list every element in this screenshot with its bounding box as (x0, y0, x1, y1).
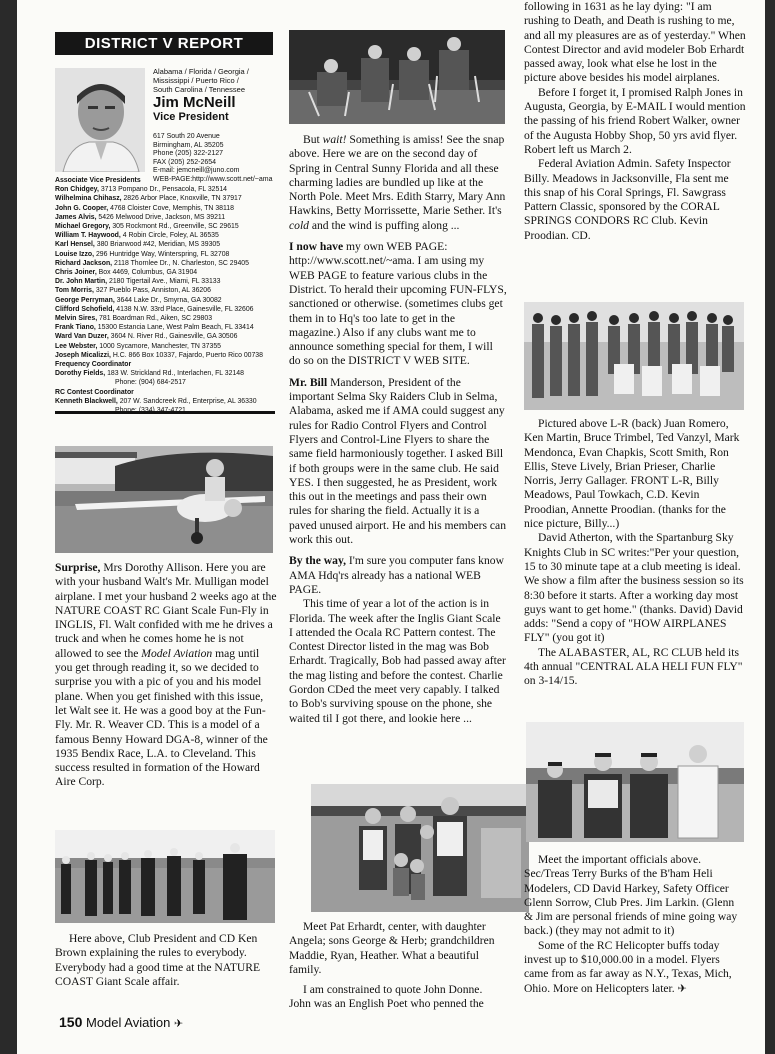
person-name: Ward Van Duzer, (55, 333, 109, 341)
john-donne-paragraph: I am constrained to quote John Donne. John was an English Poet who penned the (289, 983, 484, 1011)
text-run: Mrs Dorothy Allison. Here you are with your husband Walt's Mr. Mulligan model airplane. I met your husband 2 weeks ago at the NATURE COAST RC Giant Scale Fun-Fly in INGLIS, Fl. Walt confided with me he drives a truck and when he comes home he is not allowed to see the (55, 561, 277, 660)
address-line: Phone (205) 322-2127 (153, 150, 224, 158)
text-run: Manderson, President of the important Selma Sky Raiders Club in Selma, Alabama, asked me if AMA could suggest any rules for Radio Control Flyers and Control Flyers and Control-Line Flyers to share the same field harmoniously together. I asked Bill if both groups were in the same club. He said YES. I then suggested, he as President, work this out in the meetings and pass their own rules for sharing the field. Actually it is a paved unused airport. He and his members can work this out. (289, 375, 506, 547)
coral-springs-caption: Pictured above L-R (back) Juan Romero, Ken Martin, Bruce Trimbel, Ted Vanzyl, Mark Mendonca, Evan Chapkis, Scott Smith, Ron Ellis, Steve Lively, Brian Prieser, Charlie Norris, Jerry Gallager. FRONT L-R, Billy Meadows, Paul Towkach, C.D. Kevin Proodian, Annette Proodian. (thanks for the nice picture, Billy...) (524, 417, 740, 531)
lead-in: By the way, (289, 554, 347, 568)
photo-coral-springs-group (524, 302, 744, 410)
associate-row (55, 314, 277, 323)
person-name: Karl Hensel, (55, 241, 95, 249)
email-link[interactable]: E-mail: jemcneill@juno.com (153, 167, 240, 175)
person-address: 3604 N. River Rd., Gainesville, GA 30506 (108, 333, 238, 341)
person-name: Dorothy Fields, (55, 370, 106, 378)
photo-club-briefing (55, 830, 275, 923)
text-run: my own WEB PAGE: http://www.scott.net/~ama. I am using my WEB PAGE to feature various clubs in the District. To herald their upcoming FUN-FLYS, sanctioned or otherwise. (sometimes clubs get them in to Hq's too late to get in the magazine.) Also if any clubs want me to announce something special for them, I will do so on the DISTRICT V WEB SITE. (289, 240, 507, 368)
photo-bundled-ladies (289, 30, 505, 124)
surprise-paragraph (55, 561, 277, 790)
lead-in: I now have (289, 240, 344, 254)
associate-list (55, 176, 277, 415)
web-page-paragraph (289, 240, 507, 369)
person-address: H.C. 866 Box 10337, Fajardo, Puerto Rico 00738 (110, 351, 263, 359)
text-run: and the wind is puffing along ... (308, 218, 460, 232)
person-address: 15300 Estancia Lane, West Palm Beach, FL 33414 (95, 324, 254, 332)
state-line: South Carolina / Tennessee (153, 85, 246, 94)
person-name: Joseph Micalizzi, (55, 351, 111, 359)
associate-heading: Associate Vice Presidents (55, 177, 141, 184)
person-address: 207 W. Sandcreek Rd., Enterprise, AL 36330 (117, 397, 257, 405)
emphasis: wait! (322, 133, 347, 146)
associate-row (55, 351, 277, 360)
person-address: 4768 Cloister Cove, Memphis, TN 38118 (108, 204, 234, 212)
erhardt-family-caption: Meet Pat Erhardt, center, with daughter Angela; sons George & Herb; grandchildren Maddie, Ryan, Heather. What a beautiful family. (289, 920, 495, 976)
address-line: 617 South 20 Avenue (153, 133, 220, 140)
person-name: Melvin Sires, (55, 315, 98, 323)
page-footer (59, 1014, 183, 1030)
lead-in: Mr. Bill (289, 375, 328, 389)
person-address: 781 Boardman Rd., Aiken, SC 29803 (97, 315, 213, 323)
person-name: George Perryman, (55, 296, 115, 304)
associate-row (55, 296, 277, 305)
person-address: Box 4469, Columbus, GA 31904 (96, 269, 198, 277)
bundled-ladies-paragraph (289, 133, 507, 233)
person-address: 3713 Pompano Dr., Pensacola, FL 32514 (98, 186, 227, 194)
helicopter-buffs-paragraph (524, 939, 746, 996)
address-line: FAX (205) 252-2654 (153, 158, 217, 166)
divider (55, 411, 275, 414)
frequency-coordinator (55, 369, 277, 378)
page-number: 150 (59, 1014, 83, 1030)
associate-row (55, 323, 277, 332)
person-name: Ron Chidgey, (55, 186, 99, 194)
district-states (153, 67, 277, 94)
selma-club-paragraph (289, 376, 507, 548)
vp-name: Jim McNeill (153, 94, 236, 111)
associate-row (55, 194, 277, 203)
associate-row (55, 240, 277, 249)
report-banner: DISTRICT V REPORT (55, 32, 273, 55)
associate-row (55, 286, 277, 295)
person-name: Clifford Schofield, (55, 305, 115, 313)
person-address: 2180 Tigertail Ave., Miami, FL 33133 (107, 278, 221, 286)
lead-in: Surprise, (55, 561, 101, 574)
club-briefing-caption: Here above, Club President and CD Ken Brown explaining the rules to everybody. Everybody had a good time at the NATURE COAST Giant Scale affair. (55, 932, 261, 988)
donne-quote-paragraph: following in 1631 as he lay dying: "I am rushing to Death, and Death is rushing to me, and all my pleasures are as of yesterday." When Contest Director and avid modeler Bob Erhardt passed away, look what else he lost in the picture above besides his model airplanes. (524, 0, 746, 85)
column-2-text (289, 133, 507, 726)
person-address: 380 Briarwood #42, Meridian, MS 39305 (94, 241, 221, 249)
associate-row (55, 259, 277, 268)
web-page-link[interactable]: WEB-PAGE:http://www.scott.net/~ama (153, 175, 273, 183)
column-3-middle-text (524, 417, 746, 689)
associate-row (55, 231, 277, 240)
person-address: 2826 Arbor Place, Knoxville, TN 37917 (121, 195, 242, 203)
associate-row (55, 250, 277, 259)
associate-row (55, 185, 277, 194)
person-name: Lee Webster, (55, 342, 98, 350)
person-address: 4 Robin Circle, Foley, AL 36535 (120, 232, 219, 240)
heli-officials-caption: Meet the important officials above. Sec/Treas Terry Burks of the B'ham Heli Modelers, CD David Harkey, Safety Officer Glenn Sorrow, Club Pres. Jim Larkin. (Glenn & Jim are personal friends of mine going way back.) (they may not admit to it) (524, 853, 738, 938)
associate-row (55, 342, 277, 351)
state-line: Mississippi / Puerto Rico / (153, 76, 239, 85)
person-name: William T. Haywood, (55, 232, 121, 240)
person-name: John G. Cooper, (55, 204, 109, 212)
emphasis: Model Aviation (141, 646, 213, 660)
text-run: But (303, 133, 323, 146)
person-address: 3644 Lake Dr., Smyrna, GA 30082 (114, 296, 222, 304)
person-address: 1000 Sycamore, Manchester, TN 37355 (97, 342, 221, 350)
person-name: Wilhelmina Chihasz, (55, 195, 122, 203)
emphasis: cold (289, 218, 309, 232)
alabaster-club-paragraph: The ALABASTER, AL, RC CLUB held its 4th annual "CENTRAL ALA HELI FUN FLY" on 3-14/15. (524, 645, 743, 688)
magazine-name: Model Aviation (85, 1015, 171, 1030)
person-address: 4138 N.W. 33rd Place, Gainesville, FL 32606 (114, 305, 254, 313)
person-name: Chris Joiner, (55, 269, 97, 277)
vp-details (153, 67, 277, 185)
person-name: Tom Morris, (55, 287, 94, 295)
frequency-phone: Phone: (904) 684-2517 (115, 379, 186, 387)
airplane-icon: ✈ (173, 1017, 184, 1030)
rc-contest-heading: RC Contest Coordinator (55, 388, 134, 396)
photo-heli-officials (526, 722, 744, 842)
person-address: 305 Rockmont Rd., Greenville, SC 29615 (110, 223, 239, 231)
state-line: Alabama / Florida / Georgia / (153, 67, 249, 76)
frequency-heading: Frequency Coordinator (55, 361, 132, 369)
associate-row (55, 277, 277, 286)
rc-contest-coordinator (55, 397, 277, 406)
associate-row (55, 204, 277, 213)
spartanburg-paragraph: David Atherton, with the Spartanburg Sky Knights Club in SC writes:"Per your question, 15 to 30 minute tape at a club meeting is ideal. We show a film after the business session so its 8:30 before it starts. After a working day most guys want to get home." (thanks. David) David adds: "Send a copy of "HOW AIRPLANES FLY" (you got it) (524, 531, 744, 645)
person-address: 5426 Melwood Drive, Jackson, MS 39211 (96, 213, 226, 221)
augusta-paragraph: Before I forget it, I promised Ralph Jones in Augusta, Georgia, by E-MAIL I would mention the passing of his friend Robert Walker, owner of the Augusta Hobby Shop, 50 yrs avid flyer. Robert left us March 2. (524, 85, 746, 156)
person-name: Louise Izzo, (55, 250, 95, 258)
person-name: James Alvis, (55, 213, 97, 221)
person-name: Dr. John Martin, (55, 278, 108, 286)
airplane-end-mark-icon: ✈ (677, 981, 687, 995)
text-run: Some of the RC Helicopter buffs today invest up to $10,000.00 in a model. Flyers came from as far away as N.Y., Texas, Mich, Ohio. More on Helicopters later. (524, 938, 732, 995)
associate-row (55, 268, 277, 277)
photo-erhardt-family (311, 784, 529, 912)
associate-row (55, 305, 277, 314)
person-address: 296 Huntridge Way, Winterspring, FL 32708 (94, 250, 230, 258)
associate-row (55, 332, 277, 341)
ocala-contest-paragraph: This time of year a lot of the action is in Florida. The week after the Inglis Giant Scale I attended the Ocala RC Pattern contest. The Contest Director listed in the mag was Bob Erhardt. Tragically, Bob had passed away after the mag listing and before the contest. Charlie Gordon CDed the meet very capably. I talked to Bob's surviving spouse on the phone, she waited til I got there, and lookie here ... (289, 597, 506, 725)
text-run: Something is amiss! See the snap above. Here we are on the second day of Spring in Central Sunny Florida and all these charming ladies are bundled up like at the North Pole. Meet Mrs. Edith Starry, Mary Ann Hawkins, Betty Morrissette, Marie Sether. It's (289, 133, 506, 218)
person-address: 2118 Thornlee Dr., N. Charleston, SC 29405 (112, 259, 249, 267)
associate-row (55, 213, 277, 222)
ama-web-paragraph (289, 554, 507, 597)
column-1-text (55, 561, 277, 790)
column-2-bottom-text (289, 920, 507, 1012)
magazine-page (17, 0, 765, 1054)
person-name: Richard Jackson, (55, 259, 113, 267)
person-name: Frank Tiano, (55, 324, 96, 332)
associate-row (55, 222, 277, 231)
faa-inspector-paragraph: Federal Aviation Admin. Safety Inspector Billy. Meadows in Jacksonville, Fla sent me this snap of his Coral Springs, Fl. Sawgrass Pattern Classic, sponsored by the CORAL SPRINGS CONDORS RC Club. Kevin Proodian. CD. (524, 157, 731, 242)
person-name: Kenneth Blackwell, (55, 397, 118, 405)
text-run: I'm sure you computer fans know AMA Hdq'rs already has a national WEB PAGE. (289, 554, 504, 596)
vp-role: Vice President (153, 111, 229, 123)
column-3-text (524, 0, 746, 243)
column-1-caption (55, 932, 277, 989)
address-line: Birmingham, AL 35205 (153, 141, 224, 149)
vice-president-portrait (55, 68, 145, 172)
column-3-bottom-text (524, 853, 746, 996)
photo-plane-woman (55, 446, 273, 553)
person-address: 327 Pueblo Pass, Anniston, AL 36206 (93, 287, 211, 295)
person-address: 183 W. Strickland Rd., Interlachen, FL 32148 (105, 370, 244, 378)
text-run: mag until you get through reading it, so we decided to surprise you with a pic of you and his model plane. When you get finished with this issue, let Walt see it. He was a good boy at the Fun-Fly. Mr. R. Weaver CD. This is a model of a famous Benny Howard DGA-8, winner of the 1935 Bendix Race, L.A. to Cleveland. This success resulted in formation of the Howard Aire Corp. (55, 646, 268, 789)
person-name: Michael Gregory, (55, 223, 111, 231)
